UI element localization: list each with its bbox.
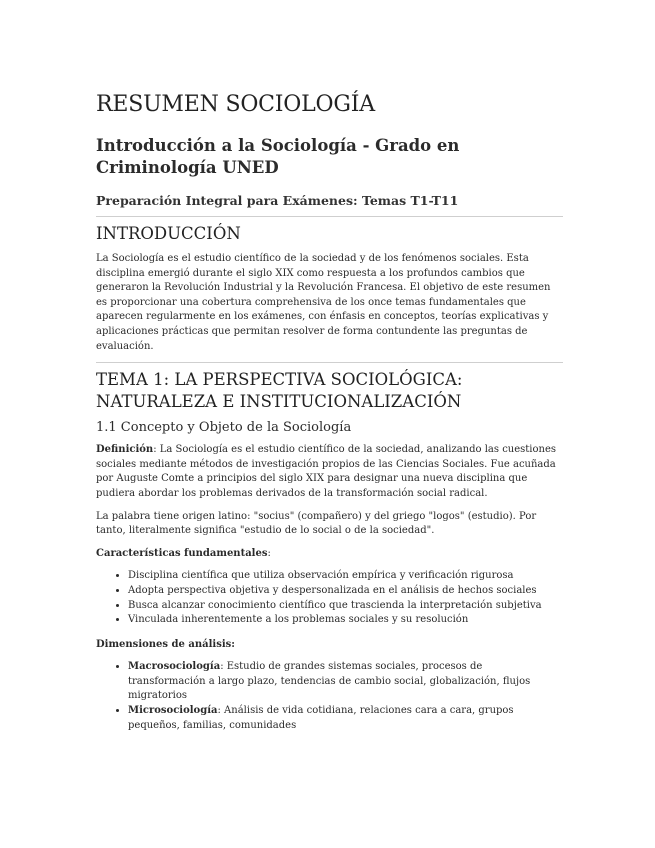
dimensions-label-paragraph <box>96 638 559 653</box>
divider <box>96 216 563 217</box>
dimension-text: : Análisis de vida cotidiana, relaciones cara a cara, grupos pequeños, familias, comunidades <box>128 705 514 731</box>
document-title: RESUMEN SOCIOLOGÍA <box>96 92 375 117</box>
dimension-term: Macrosociología <box>128 661 221 673</box>
definition-text: : La Sociología es el estudio científico de la sociedad, analizando las cuestiones sociales mediante métodos de investigación propios de las Ciencias Sociales. Fue acuñada por Auguste Comte a principios del siglo XIX para designar una nueva disciplina que pudiera abordar los problemas derivados de la transformación social radical. <box>96 444 557 499</box>
prep-heading: Preparación Integral para Exámenes: Temas T1-T11 <box>96 193 459 208</box>
dimension-term: Microsociología <box>128 705 218 717</box>
dimensions-colon: : <box>231 638 235 650</box>
list-item: • Busca alcanzar conocimiento científico que trascienda la interpretación subjetiva <box>128 599 559 614</box>
dimensions-label: Dimensiones de análisis <box>96 638 232 650</box>
intro-paragraph: La Sociología es el estudio científico de la sociedad y de los fenómenos sociales. Esta disciplina emergió durante el siglo XIX como respuesta a los profundos cambios que generaron la Revolución Industrial y la Revolución Francesa. El objetivo de este resumen es proporcionar una cobertura comprehensiva de los once temas fundamentales que aparecen regularmente en los exámenes, con énfasis en conceptos, teorías explicativas y aplicaciones prácticas que permitan resolver de forma contundente las preguntas de evaluación. <box>96 253 551 352</box>
definition-paragraph <box>96 443 559 501</box>
divider <box>96 362 563 363</box>
dimension-text: : Estudio de grandes sistemas sociales, procesos de transformación a largo plazo, tendencias de cambio social, globalización, flujos migratorios <box>128 661 531 702</box>
characteristics-label: Características fundamentales <box>96 547 268 559</box>
characteristics-colon: : <box>267 547 271 559</box>
definition-label: Definición <box>96 444 154 456</box>
list-item: • Disciplina científica que utiliza observación empírica y verificación rigurosa <box>128 569 559 584</box>
list-item: • Vinculada inherentemente a los problemas sociales y su resolución <box>128 613 559 628</box>
characteristics-label-paragraph <box>96 547 559 562</box>
dimensions-list <box>96 660 559 733</box>
intro-heading: INTRODUCCIÓN <box>96 224 241 243</box>
list-item: • Adopta perspectiva objetiva y despersonalizada en el análisis de hechos sociales <box>128 584 559 599</box>
list-item <box>128 660 559 704</box>
tema1-heading: TEMA 1: LA PERSPECTIVA SOCIOLÓGICA: NATURALEZA E INSTITUCIONALIZACIÓN <box>96 370 463 412</box>
characteristics-list <box>96 569 559 627</box>
origin-paragraph: La palabra tiene origen latino: "socius" (compañero) y del griego "logos" (estudio). Por tanto, literalmente significa "estudio de lo social o de la sociedad". <box>96 510 537 537</box>
document-subtitle: Introducción a la Sociología - Grado en Criminología UNED <box>96 136 460 177</box>
section-1-1-heading: 1.1 Concepto y Objeto de la Sociología <box>96 420 352 436</box>
list-item <box>128 704 559 733</box>
